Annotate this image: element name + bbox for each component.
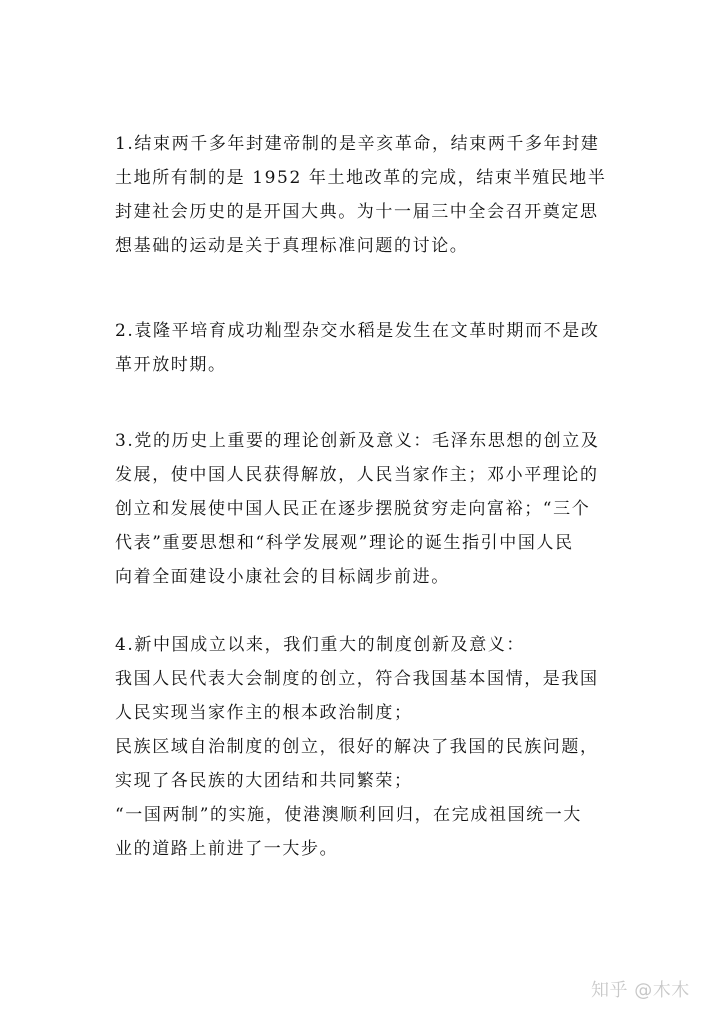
text-line: 1.结束两千多年封建帝制的是辛亥革命，结束两千多年封建	[115, 134, 600, 154]
text-line: 4.新中国成立以来，我们重大的制度创新及意义：	[115, 635, 526, 655]
text-line: 革开放时期。	[115, 355, 227, 375]
zhihu-watermark: 知乎 @木木	[591, 980, 690, 1001]
text-line: 创立和发展使中国人民正在逐步摆脱贫穷走向富裕；“三个	[115, 499, 591, 519]
text-line: 民族区域自治制度的创立，很好的解决了我国的民族问题，	[115, 737, 599, 757]
text-line: 2.袁隆平培育成功籼型杂交水稻是发生在文革时期而不是改	[115, 321, 600, 341]
text-line: 发展，使中国人民获得解放，人民当家作主；邓小平理论的	[115, 465, 599, 485]
text-line: 业的道路上前进了一大步。	[115, 839, 339, 859]
text-line: 3.党的历史上重要的理论创新及意义：毛泽东思想的创立及	[115, 431, 600, 451]
text-line: 人民实现当家作主的根本政治制度；	[115, 703, 413, 723]
paragraph-2	[115, 314, 615, 382]
text-line: 代表”重要思想和“科学发展观”理论的诞生指引中国人民	[115, 533, 574, 553]
paragraph-4	[115, 628, 615, 866]
paragraph-3	[115, 424, 615, 594]
text-line: 土地所有制的是 1952 年土地改革的完成，结束半殖民地半	[115, 168, 607, 188]
paragraph-1	[115, 127, 615, 263]
text-line: 封建社会历史的是开国大典。为十一届三中全会召开奠定思	[115, 202, 599, 222]
text-line: “一国两制”的实施，使港澳顺利回归，在完成祖国统一大	[115, 805, 582, 825]
text-line: 我国人民代表大会制度的创立，符合我国基本国情，是我国	[115, 669, 599, 689]
text-line: 想基础的运动是关于真理标准问题的讨论。	[115, 236, 469, 256]
text-line: 实现了各民族的大团结和共同繁荣；	[115, 771, 413, 791]
text-line: 向着全面建设小康社会的目标阔步前进。	[115, 567, 450, 587]
